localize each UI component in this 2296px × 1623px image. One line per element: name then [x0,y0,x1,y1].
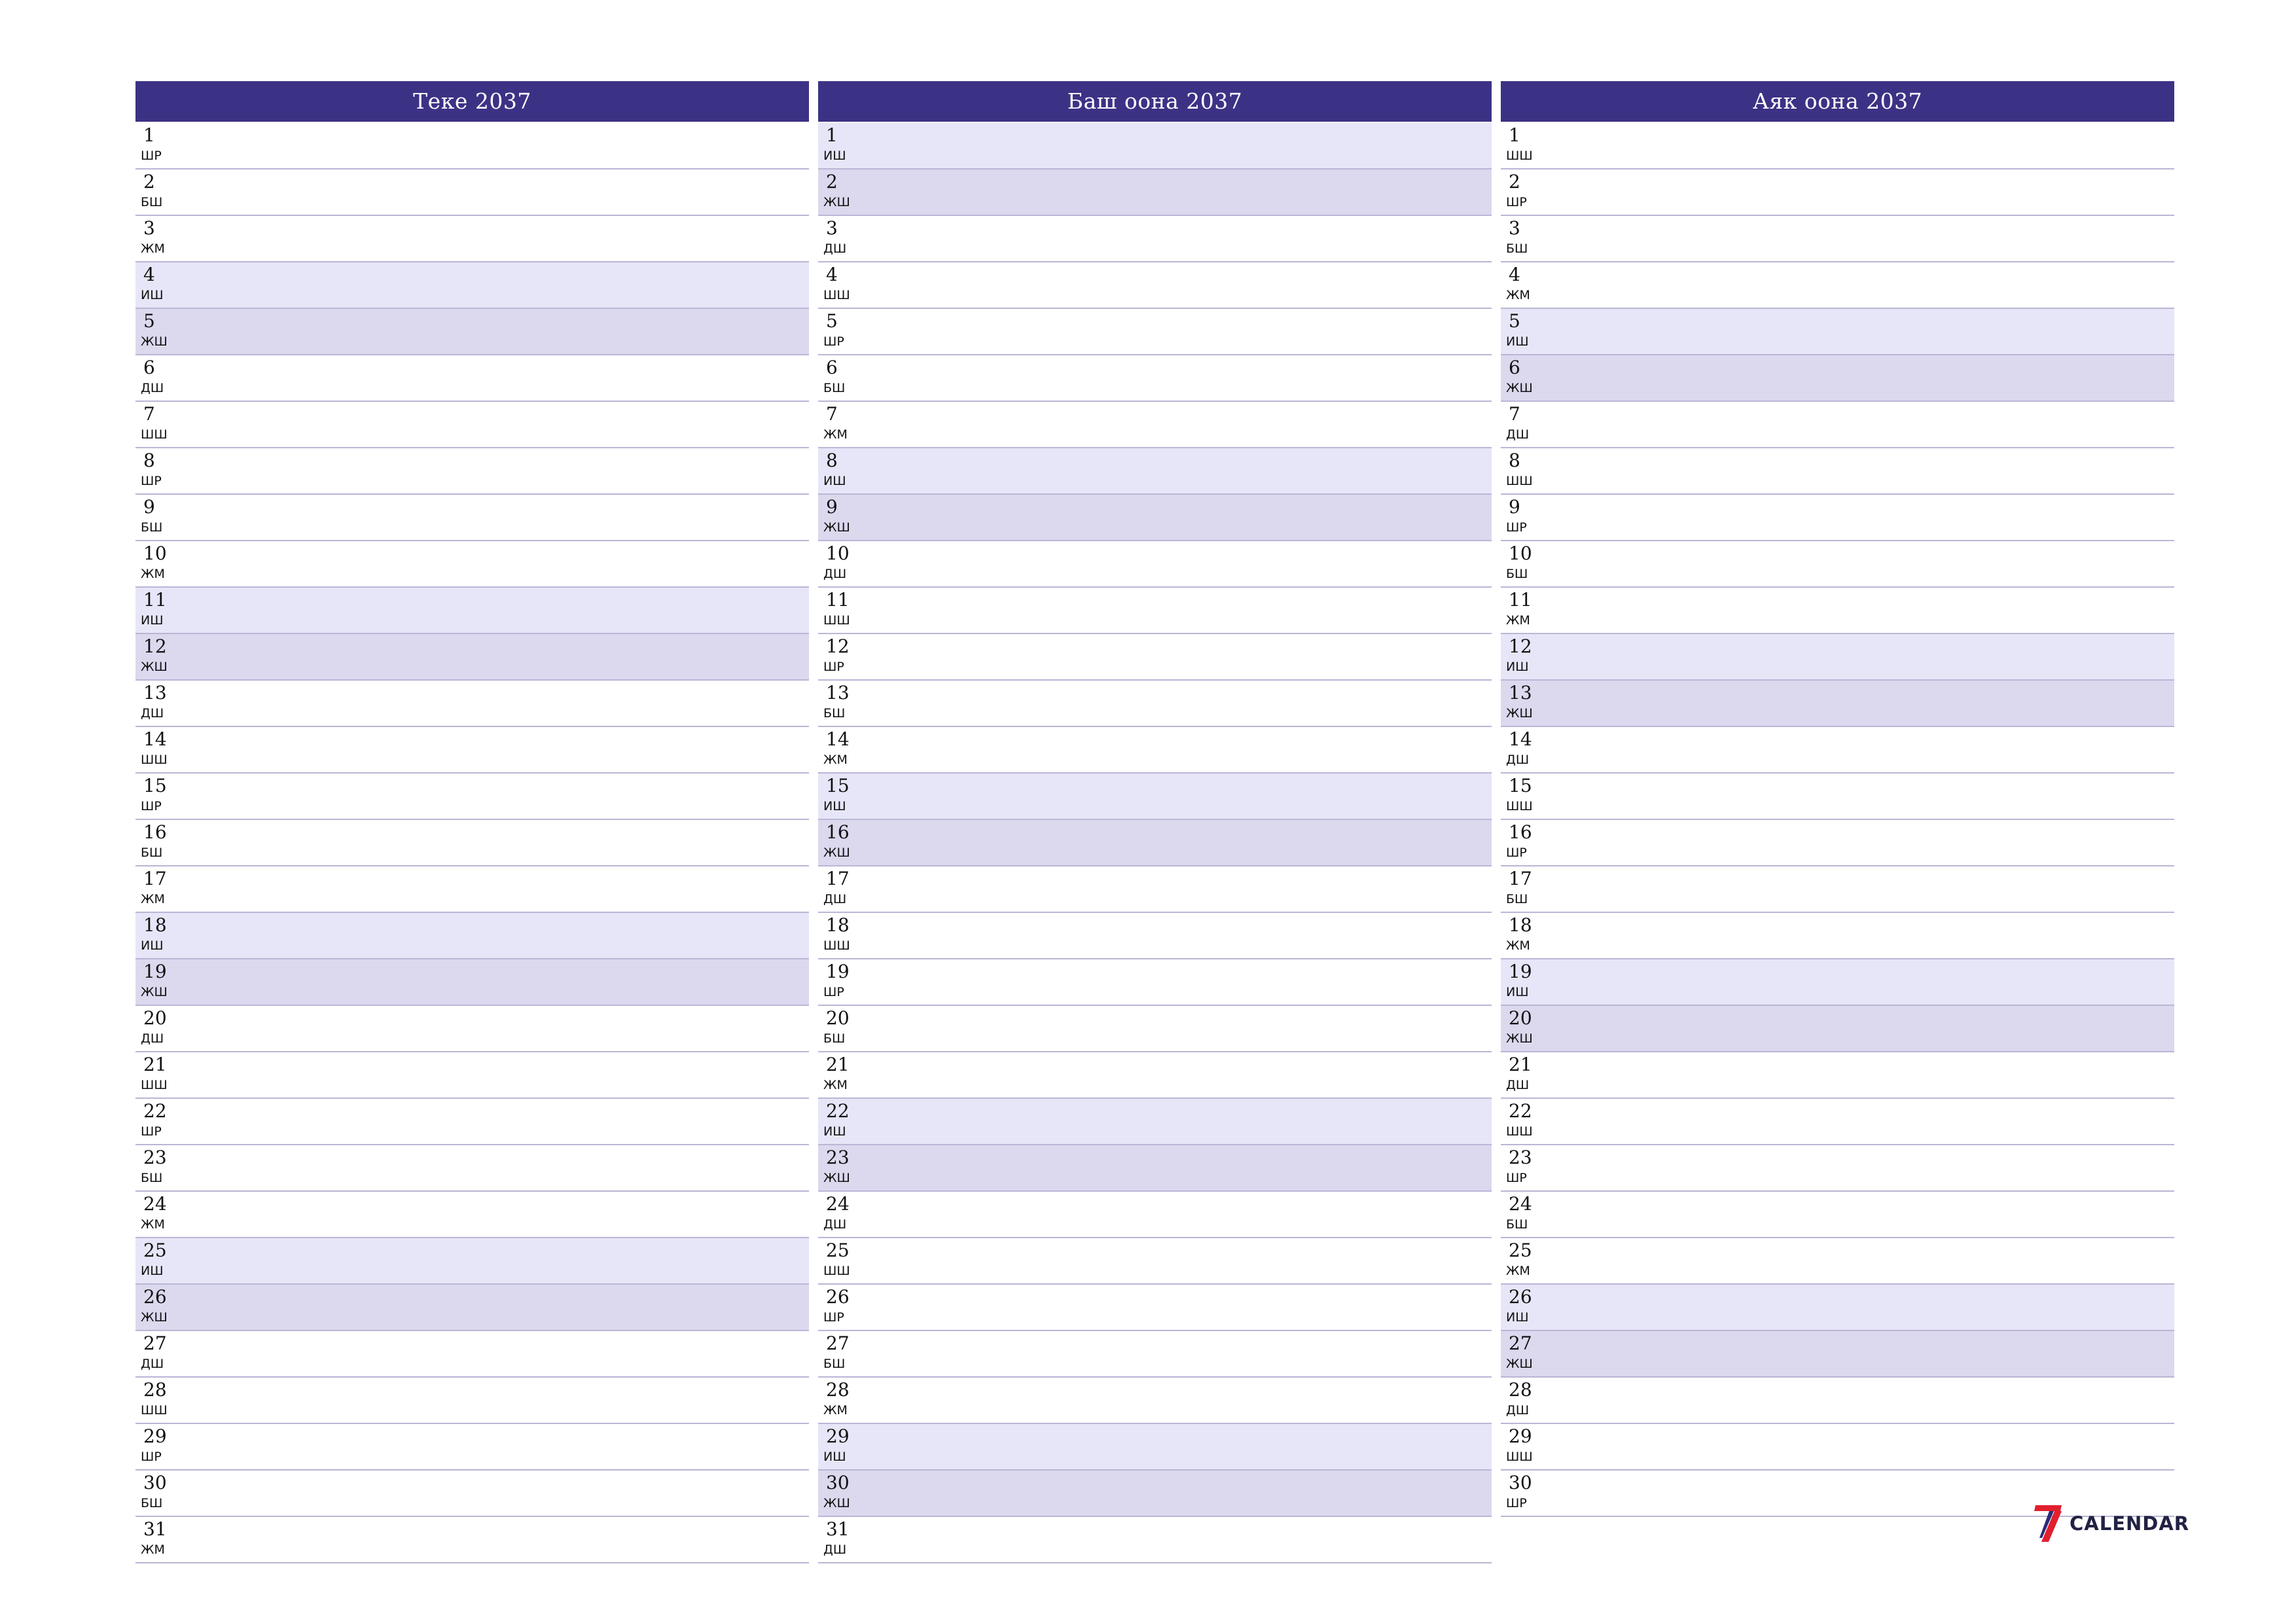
day-number: 21 [1509,1054,1532,1075]
weekday-abbr: ДШ [141,1357,164,1371]
month-column-2 [818,81,1492,1563]
weekday-abbr: ЖМ [823,1403,848,1418]
day-number: 19 [1509,961,1532,982]
weekday-abbr: ШР [141,149,162,163]
day-row [1501,541,2174,588]
weekday-abbr: ЖМ [1506,1264,1530,1278]
day-number: 24 [1509,1193,1532,1215]
day-row [135,1099,809,1145]
weekday-abbr: ШР [141,474,162,488]
weekday-abbr: ДШ [823,1543,847,1557]
day-row [818,541,1492,588]
day-row [818,913,1492,959]
weekday-abbr: ИШ [141,613,164,628]
day-row [818,1378,1492,1424]
day-number: 21 [826,1054,850,1075]
day-number: 10 [1509,543,1532,564]
day-number: 3 [143,217,155,239]
day-number: 10 [826,543,850,564]
day-row [818,402,1492,448]
day-row [818,1285,1492,1331]
weekday-abbr: ШШ [1506,799,1533,813]
day-number: 15 [1509,775,1532,796]
weekday-abbr: ШШ [823,288,850,302]
day-number: 17 [1509,868,1532,889]
weekday-abbr: ШР [1506,1171,1527,1185]
weekday-abbr: ДШ [823,241,847,256]
day-number: 30 [826,1472,850,1493]
weekday-abbr: ШР [141,1124,162,1139]
weekday-abbr: ШР [1506,520,1527,535]
weekday-abbr: ДШ [823,567,847,581]
day-row [818,1192,1492,1238]
day-number: 14 [826,728,850,750]
day-number: 6 [826,357,838,378]
day-row [1501,681,2174,727]
day-number: 24 [826,1193,850,1215]
day-number: 11 [1509,589,1532,611]
day-number: 9 [1509,496,1520,518]
weekday-abbr: ШШ [1506,474,1533,488]
day-row [818,169,1492,216]
day-number: 7 [143,403,155,425]
day-number: 4 [826,264,838,285]
weekday-abbr: БШ [141,1496,163,1510]
day-number: 3 [1509,217,1520,239]
weekday-abbr: ЖШ [823,195,850,209]
day-row [1501,402,2174,448]
day-number: 15 [826,775,850,796]
day-row [135,588,809,634]
weekday-abbr: БШ [823,381,846,395]
day-number: 23 [143,1147,167,1168]
day-row [818,1052,1492,1099]
day-number: 26 [143,1286,167,1308]
weekday-abbr: ДШ [141,1031,164,1046]
day-row [818,262,1492,309]
day-row [135,123,809,169]
day-row [818,1145,1492,1192]
weekday-abbr: ШШ [141,753,168,767]
day-number: 8 [143,450,155,471]
day-number: 22 [143,1100,167,1122]
weekday-abbr: ШШ [823,938,850,953]
weekday-abbr: ШШ [141,1403,168,1418]
day-number: 20 [826,1007,850,1029]
day-number: 26 [1509,1286,1532,1308]
weekday-abbr: БШ [141,846,163,860]
three-month-calendar [135,81,2174,1563]
weekday-abbr: ШР [823,334,844,349]
weekday-abbr: ЖМ [823,1078,848,1092]
day-number: 13 [143,682,167,704]
weekday-abbr: ШШ [141,1078,168,1092]
day-row [818,866,1492,913]
weekday-abbr: БШ [823,1357,846,1371]
day-row [1501,866,2174,913]
day-number: 22 [826,1100,850,1122]
day-number: 27 [143,1332,167,1354]
day-row [135,681,809,727]
day-row [1501,1378,2174,1424]
day-number: 5 [143,310,155,332]
day-number: 6 [143,357,155,378]
weekday-abbr: ЖМ [823,753,848,767]
day-list [1501,123,2174,1517]
day-number: 11 [143,589,167,611]
weekday-abbr: ИШ [1506,985,1529,999]
day-number: 31 [143,1518,167,1540]
day-row [135,959,809,1006]
day-number: 1 [143,124,155,146]
day-number: 5 [826,310,838,332]
day-list [818,123,1492,1563]
day-row [135,1145,809,1192]
seven-logo-icon [2034,1505,2063,1542]
day-number: 30 [1509,1472,1532,1493]
day-number: 7 [1509,403,1520,425]
day-number: 12 [1509,635,1532,657]
day-number: 17 [826,868,850,889]
weekday-abbr: ИШ [141,288,164,302]
day-row [818,123,1492,169]
day-number: 29 [143,1425,167,1447]
day-row [135,1424,809,1471]
day-row [135,216,809,262]
day-row [135,866,809,913]
day-row [135,541,809,588]
day-number: 24 [143,1193,167,1215]
weekday-abbr: БШ [1506,1217,1528,1232]
day-number: 12 [143,635,167,657]
day-number: 14 [143,728,167,750]
day-row [1501,1331,2174,1378]
weekday-abbr: ЖШ [141,985,168,999]
day-row [135,1006,809,1052]
day-row [1501,959,2174,1006]
day-row [1501,820,2174,866]
day-row [1501,727,2174,774]
day-row [1501,913,2174,959]
day-number: 7 [826,403,838,425]
day-number: 17 [143,868,167,889]
weekday-abbr: ШР [141,799,162,813]
day-number: 19 [826,961,850,982]
weekday-abbr: ДШ [1506,427,1530,442]
day-list [135,123,809,1563]
day-row [135,774,809,820]
day-row [1501,495,2174,541]
weekday-abbr: ЖШ [1506,381,1533,395]
weekday-abbr: ШШ [823,1264,850,1278]
weekday-abbr: ШР [823,1310,844,1325]
weekday-abbr: ШР [1506,195,1527,209]
day-row [818,1424,1492,1471]
day-row [1501,169,2174,216]
day-row [135,169,809,216]
day-number: 5 [1509,310,1520,332]
day-row [1501,1099,2174,1145]
day-row [135,1331,809,1378]
day-row [135,820,809,866]
weekday-abbr: БШ [1506,241,1528,256]
day-row [135,309,809,355]
day-row [1501,1238,2174,1285]
day-number: 1 [1509,124,1520,146]
weekday-abbr: ЖМ [1506,613,1530,628]
day-row [818,355,1492,402]
day-row [135,1471,809,1517]
weekday-abbr: ДШ [1506,753,1530,767]
day-number: 1 [826,124,838,146]
day-row [135,634,809,681]
weekday-abbr: ЖШ [823,520,850,535]
day-row [818,448,1492,495]
weekday-abbr: ШШ [823,613,850,628]
day-row [135,1285,809,1331]
day-row [1501,262,2174,309]
weekday-abbr: ШШ [1506,1450,1533,1464]
weekday-abbr: ДШ [823,1217,847,1232]
day-row [135,913,809,959]
day-number: 13 [1509,682,1532,704]
weekday-abbr: ДШ [823,892,847,906]
day-row [818,495,1492,541]
day-number: 30 [143,1472,167,1493]
brand-logo [2034,1505,2189,1542]
weekday-abbr: ШР [823,985,844,999]
day-row [818,959,1492,1006]
day-row [135,727,809,774]
weekday-abbr: ИШ [1506,660,1529,674]
weekday-abbr: ЖМ [141,892,165,906]
day-row [1501,1052,2174,1099]
weekday-abbr: ШР [141,1450,162,1464]
day-row [818,820,1492,866]
weekday-abbr: ДШ [141,706,164,721]
day-row [1501,216,2174,262]
day-row [818,216,1492,262]
day-row [135,1192,809,1238]
weekday-abbr: ЖМ [141,1217,165,1232]
weekday-abbr: ДШ [1506,1403,1530,1418]
weekday-abbr: ЖШ [141,660,168,674]
day-number: 29 [826,1425,850,1447]
day-number: 28 [143,1379,167,1400]
day-row [135,1238,809,1285]
day-row [1501,1285,2174,1331]
day-number: 3 [826,217,838,239]
day-number: 13 [826,682,850,704]
weekday-abbr: БШ [141,1171,163,1185]
weekday-abbr: ИШ [823,799,846,813]
day-number: 10 [143,543,167,564]
day-number: 27 [826,1332,850,1354]
day-row [818,1331,1492,1378]
day-row [1501,1006,2174,1052]
weekday-abbr: ЖШ [141,1310,168,1325]
weekday-abbr: ЖШ [1506,1031,1533,1046]
weekday-abbr: БШ [823,1031,846,1046]
weekday-abbr: ДШ [1506,1078,1530,1092]
day-number: 16 [1509,821,1532,843]
weekday-abbr: ЖШ [823,1171,850,1185]
day-number: 12 [826,635,850,657]
day-row [1501,634,2174,681]
weekday-abbr: ШР [1506,846,1527,860]
weekday-abbr: ШШ [141,427,168,442]
weekday-abbr: БШ [141,195,163,209]
day-number: 18 [1509,914,1532,936]
month-column-1 [135,81,809,1563]
day-row [1501,309,2174,355]
weekday-abbr: ЖШ [823,1496,850,1510]
weekday-abbr: ЖШ [1506,1357,1533,1371]
day-number: 20 [143,1007,167,1029]
day-number: 8 [826,450,838,471]
month-column-3 [1501,81,2174,1563]
month-header: Аяк оона 2037 [1501,81,2174,122]
weekday-abbr: ЖМ [1506,938,1530,953]
day-number: 18 [143,914,167,936]
day-number: 4 [143,264,155,285]
day-row [818,588,1492,634]
day-number: 25 [826,1240,850,1261]
weekday-abbr: ЖМ [141,1543,165,1557]
day-number: 11 [826,589,850,611]
weekday-abbr: ИШ [823,149,846,163]
weekday-abbr: ИШ [823,1450,846,1464]
weekday-abbr: ШР [823,660,844,674]
day-row [1501,1145,2174,1192]
weekday-abbr: ИШ [1506,334,1529,349]
day-row [818,727,1492,774]
day-number: 2 [143,171,155,192]
weekday-abbr: ИШ [1506,1310,1529,1325]
day-row [818,1099,1492,1145]
day-number: 29 [1509,1425,1532,1447]
day-number: 2 [1509,171,1520,192]
day-number: 15 [143,775,167,796]
day-row [135,262,809,309]
day-row [135,1517,809,1563]
weekday-abbr: ЖМ [141,241,165,256]
day-row [818,1006,1492,1052]
weekday-abbr: БШ [823,706,846,721]
day-number: 27 [1509,1332,1532,1354]
day-number: 23 [1509,1147,1532,1168]
day-row [135,402,809,448]
day-row [135,1052,809,1099]
day-row [818,1517,1492,1563]
day-number: 23 [826,1147,850,1168]
weekday-abbr: ИШ [823,1124,846,1139]
day-row [1501,355,2174,402]
weekday-abbr: БШ [141,520,163,535]
day-row [135,1378,809,1424]
day-number: 16 [826,821,850,843]
day-row [135,495,809,541]
day-row [818,1238,1492,1285]
day-row [1501,123,2174,169]
day-row [135,448,809,495]
day-number: 8 [1509,450,1520,471]
day-row [818,309,1492,355]
day-number: 16 [143,821,167,843]
weekday-abbr: ШШ [1506,149,1533,163]
day-row [1501,588,2174,634]
day-row [1501,1424,2174,1471]
weekday-abbr: ЖШ [823,846,850,860]
weekday-abbr: ИШ [823,474,846,488]
day-number: 31 [826,1518,850,1540]
weekday-abbr: ШШ [1506,1124,1533,1139]
weekday-abbr: ИШ [141,938,164,953]
day-number: 18 [826,914,850,936]
day-row [1501,774,2174,820]
weekday-abbr: ЖШ [141,334,168,349]
weekday-abbr: БШ [1506,892,1528,906]
weekday-abbr: ЖШ [1506,706,1533,721]
month-header: Теке 2037 [135,81,809,122]
day-row [818,774,1492,820]
day-row [818,681,1492,727]
day-number: 6 [1509,357,1520,378]
weekday-abbr: ЖМ [141,567,165,581]
day-number: 21 [143,1054,167,1075]
day-number: 28 [826,1379,850,1400]
brand-name: CALENDAR [2070,1512,2190,1535]
month-header: Баш оона 2037 [818,81,1492,122]
day-number: 9 [143,496,155,518]
day-number: 25 [1509,1240,1532,1261]
weekday-abbr: БШ [1506,567,1528,581]
weekday-abbr: ИШ [141,1264,164,1278]
weekday-abbr: ЖМ [1506,288,1530,302]
day-number: 28 [1509,1379,1532,1400]
day-number: 26 [826,1286,850,1308]
day-number: 4 [1509,264,1520,285]
day-number: 22 [1509,1100,1532,1122]
weekday-abbr: ДШ [141,381,164,395]
weekday-abbr: ЖМ [823,427,848,442]
weekday-abbr: ШР [1506,1496,1527,1510]
day-number: 9 [826,496,838,518]
day-row [135,355,809,402]
day-number: 20 [1509,1007,1532,1029]
day-row [818,1471,1492,1517]
day-row [818,634,1492,681]
day-row [1501,448,2174,495]
day-number: 2 [826,171,838,192]
day-row [1501,1192,2174,1238]
day-number: 14 [1509,728,1532,750]
day-number: 25 [143,1240,167,1261]
day-number: 19 [143,961,167,982]
